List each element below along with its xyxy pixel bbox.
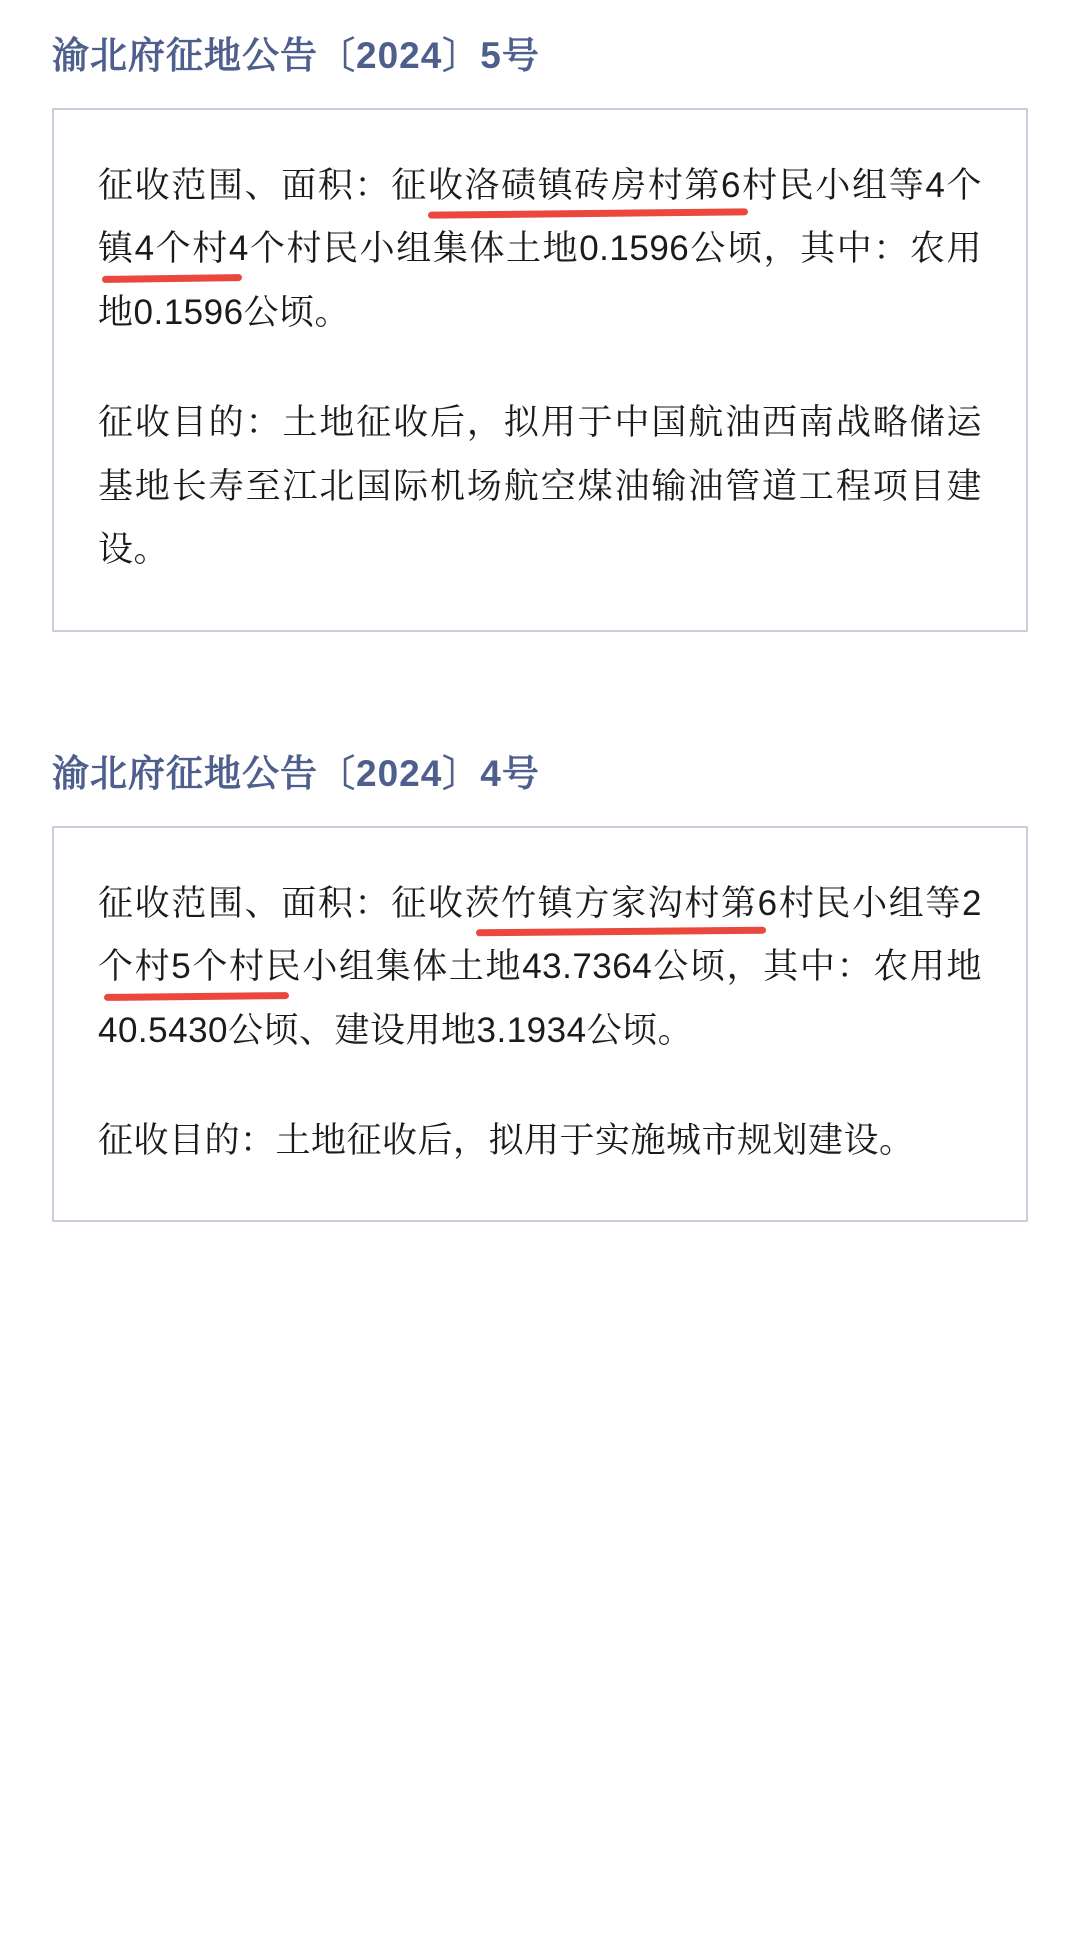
notice-block-2 — [52, 718, 1028, 1223]
notice-body — [52, 108, 1028, 632]
notice-purpose-text: 征收目的：土地征收后，拟用于实施城市规划建设。 — [98, 1120, 915, 1160]
notice-body — [52, 826, 1028, 1223]
highlight-underline-group — [104, 992, 289, 1001]
notice-scope-paragraph — [98, 872, 982, 1063]
notice-purpose-text: 征收目的：土地征收后，拟用于中国航油西南战略储运基地长寿至江北国际机场航空煤油输油管道工程项目建设。 — [98, 402, 982, 570]
notice-purpose-paragraph — [98, 1109, 982, 1173]
notice-title: 渝北府征地公告〔2024〕5号 — [52, 35, 540, 76]
section-divider-spacer — [52, 632, 1028, 718]
notice-title: 渝北府征地公告〔2024〕4号 — [52, 752, 540, 794]
highlight-underline-town-village — [428, 208, 748, 218]
notice-scope-paragraph — [98, 154, 982, 345]
bottom-spacer — [52, 1222, 1028, 1262]
highlight-underline-town-village — [476, 926, 766, 936]
notice-scope-text: 征收范围、面积：征收茨竹镇方家沟村第6村民小组等2个村5个村民小组集体土地43.7364公顷，其中：农用地40.5430公顷、建设用地3.1934公顷。 — [98, 883, 982, 1051]
highlight-underline-group — [102, 274, 242, 283]
notice-purpose-paragraph — [98, 391, 982, 582]
notice-block-1 — [52, 0, 1028, 632]
notice-scope-text: 征收范围、面积：征收洛碛镇砖房村第6村民小组等4个镇4个村4个村民小组集体土地0.1596公顷，其中：农用地0.1596公顷。 — [98, 165, 982, 333]
